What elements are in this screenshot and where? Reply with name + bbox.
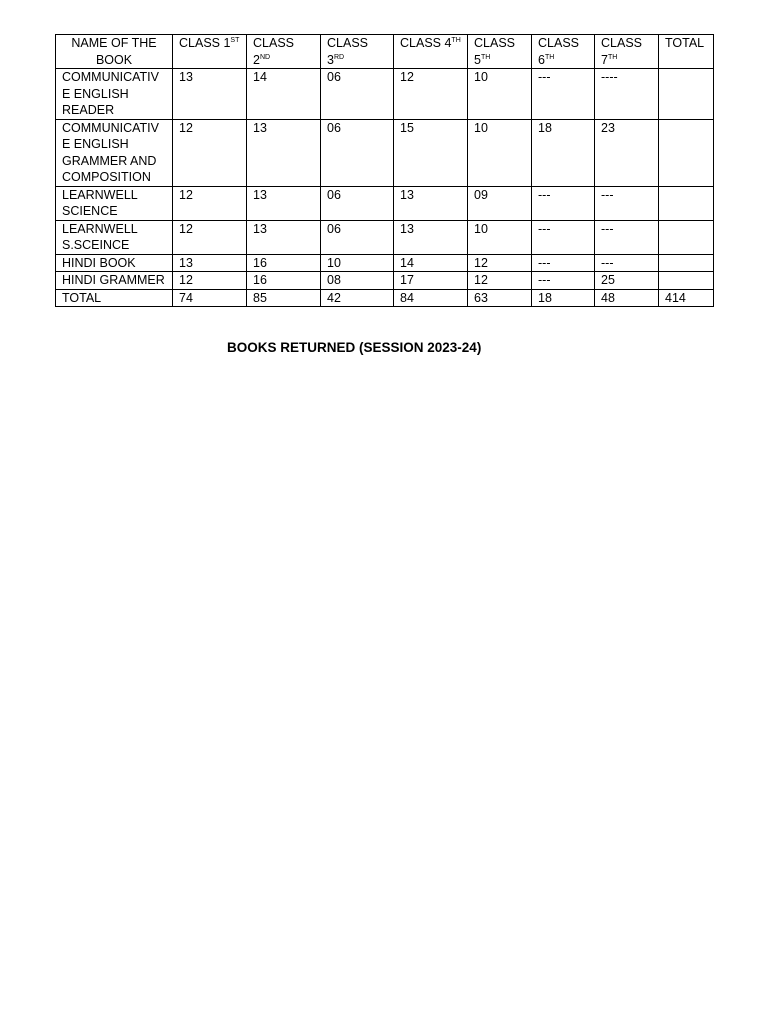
table-row (56, 220, 714, 254)
class-6-cell: 18 (532, 119, 595, 186)
class-1-cell: 12 (173, 186, 247, 220)
table-row (56, 119, 714, 186)
book-name-cell: TOTAL (56, 289, 173, 307)
table-row (56, 272, 714, 290)
class-4-cell: 17 (394, 272, 468, 290)
class-7-cell: 25 (595, 272, 659, 290)
class-3-cell: 06 (321, 220, 394, 254)
class-4-cell: 12 (394, 69, 468, 120)
class-4-cell: 13 (394, 220, 468, 254)
class-5-cell: 10 (468, 69, 532, 120)
class-4-cell: 13 (394, 186, 468, 220)
header-class-2: CLASS 2ND (247, 35, 321, 69)
total-cell (659, 119, 714, 186)
class-3-cell: 08 (321, 272, 394, 290)
class-7-cell: --- (595, 186, 659, 220)
class-2-cell: 16 (247, 272, 321, 290)
header-class-4: CLASS 4TH (394, 35, 468, 69)
class-5-cell: 63 (468, 289, 532, 307)
class-6-cell: 18 (532, 289, 595, 307)
table-row (56, 69, 714, 120)
total-cell (659, 69, 714, 120)
class-2-cell: 14 (247, 69, 321, 120)
total-cell (659, 186, 714, 220)
class-5-cell: 12 (468, 272, 532, 290)
header-total: TOTAL (659, 35, 714, 69)
class-6-cell: --- (532, 272, 595, 290)
class-3-cell: 10 (321, 254, 394, 272)
table-row (56, 186, 714, 220)
book-name-cell: LEARNWELL S.SCEINCE (56, 220, 173, 254)
book-name-cell: HINDI BOOK (56, 254, 173, 272)
table-header-row (56, 35, 714, 69)
header-class-6: CLASS 6TH (532, 35, 595, 69)
class-1-cell: 13 (173, 254, 247, 272)
class-1-cell: 12 (173, 220, 247, 254)
class-7-cell: ---- (595, 69, 659, 120)
class-3-cell: 06 (321, 186, 394, 220)
class-1-cell: 12 (173, 272, 247, 290)
class-7-cell: --- (595, 220, 659, 254)
header-class-5: CLASS 5TH (468, 35, 532, 69)
books-table (55, 34, 714, 307)
class-2-cell: 85 (247, 289, 321, 307)
class-5-cell: 10 (468, 220, 532, 254)
table-total-row (56, 289, 714, 307)
header-book-name: NAME OF THE BOOK (56, 35, 173, 69)
class-2-cell: 13 (247, 119, 321, 186)
class-4-cell: 84 (394, 289, 468, 307)
class-5-cell: 10 (468, 119, 532, 186)
section-heading: BOOKS RETURNED (SESSION 2023-24) (227, 340, 482, 355)
book-name-cell: COMMUNICATIVE ENGLISH GRAMMER AND COMPOSITION (56, 119, 173, 186)
header-class-3: CLASS 3RD (321, 35, 394, 69)
total-cell (659, 220, 714, 254)
class-3-cell: 42 (321, 289, 394, 307)
class-3-cell: 06 (321, 119, 394, 186)
class-3-cell: 06 (321, 69, 394, 120)
class-5-cell: 09 (468, 186, 532, 220)
header-class-7: CLASS 7TH (595, 35, 659, 69)
class-2-cell: 16 (247, 254, 321, 272)
class-1-cell: 74 (173, 289, 247, 307)
total-cell (659, 254, 714, 272)
class-2-cell: 13 (247, 186, 321, 220)
class-1-cell: 12 (173, 119, 247, 186)
class-4-cell: 14 (394, 254, 468, 272)
class-6-cell: --- (532, 186, 595, 220)
class-6-cell: --- (532, 220, 595, 254)
class-7-cell: --- (595, 254, 659, 272)
class-6-cell: --- (532, 254, 595, 272)
class-4-cell: 15 (394, 119, 468, 186)
table-row (56, 254, 714, 272)
book-name-cell: COMMUNICATIVE ENGLISH READER (56, 69, 173, 120)
class-6-cell: --- (532, 69, 595, 120)
header-class-1: CLASS 1ST (173, 35, 247, 69)
total-cell (659, 272, 714, 290)
class-7-cell: 23 (595, 119, 659, 186)
class-2-cell: 13 (247, 220, 321, 254)
book-name-cell: HINDI GRAMMER (56, 272, 173, 290)
class-1-cell: 13 (173, 69, 247, 120)
class-5-cell: 12 (468, 254, 532, 272)
grand-total-cell: 414 (659, 289, 714, 307)
class-7-cell: 48 (595, 289, 659, 307)
book-name-cell: LEARNWELL SCIENCE (56, 186, 173, 220)
